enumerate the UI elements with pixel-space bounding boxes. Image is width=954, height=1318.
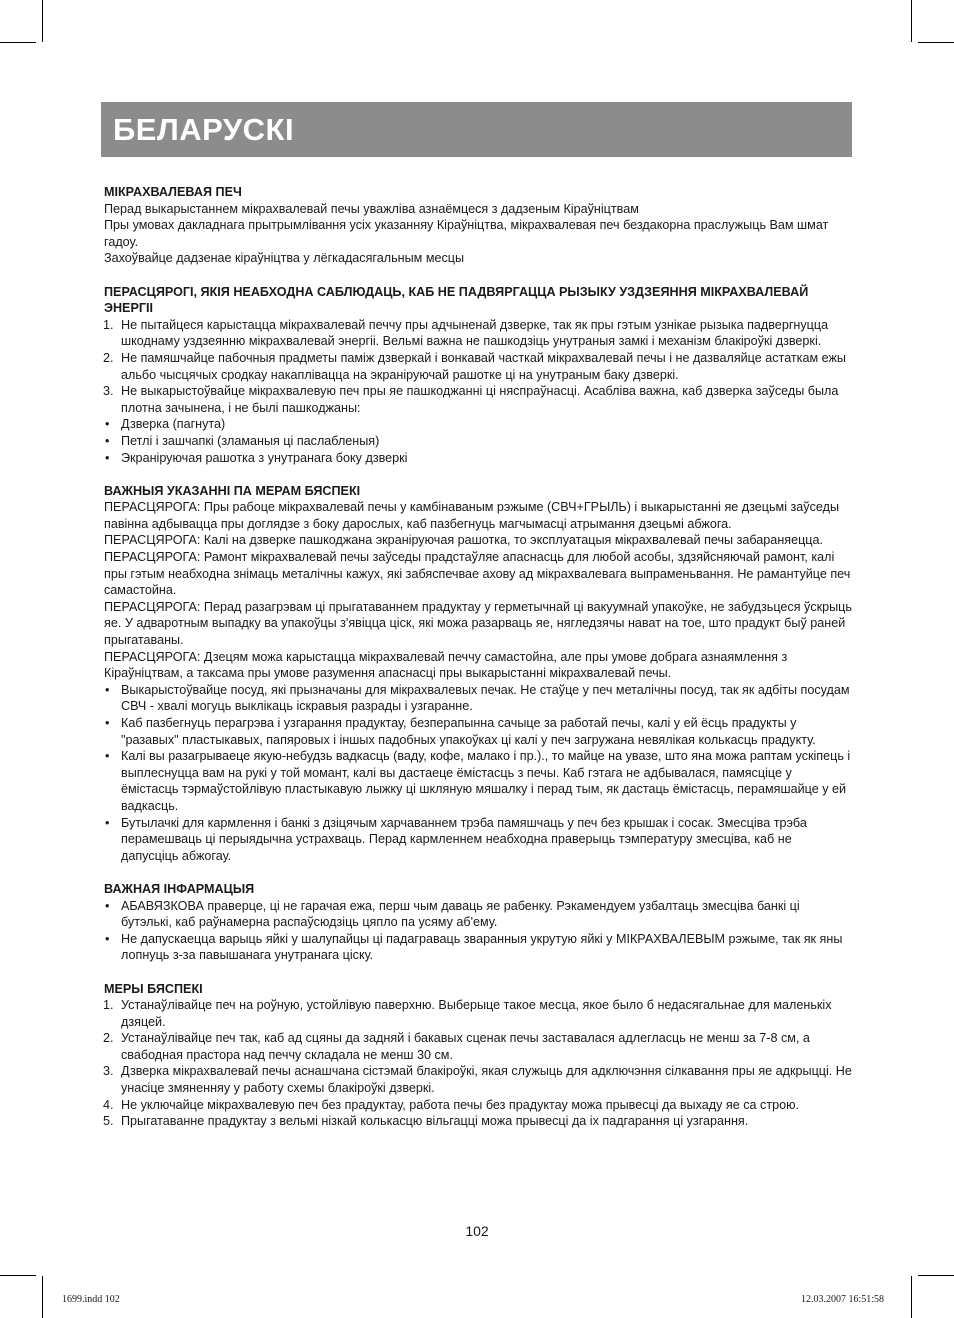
numbered-list [104,317,852,417]
section-title: МІКРАХВАЛЕВАЯ ПЕЧ [104,185,242,199]
list-item: 2. Устанаўлівайце печ так, каб ад сцяны да задняй і бакавых сценак печы заставалася адлегласць не менш за 7-8 см, а свабодная прастора над печчу складала не менш 30 см. [103,1031,810,1062]
language-header-bar [101,102,852,157]
list-item: 4. Не уключайце мікрахвалевую печ без прадуктау, работа печы без прадуктау можа прывесці да выхаду яе са строю. [103,1097,800,1112]
bullet-list [104,682,852,865]
file-slug: 1699.indd 102 [62,1294,120,1305]
list-item: • Дзверка (пагнута) [105,417,226,432]
list-item: • Каб пазбегнуць перагрэва і узгарання прадуктау, безперапынна сачыце за работай печы, калі у ей ёсць прадукты у "разавых" пластыкавых, папяровых і іншых падобных упакоўках ці калі у печ загружана невялікая колькасць прадукту. [105,716,816,747]
crop-mark [911,1276,912,1318]
list-item: 3. Дзверка мікрахвалевай печы аснашчана сістэмай блакіроўкі, якая служыць для адключэння сілкавання пры яе адкрыцці. Не унасіце змяненняу у работу схемы блакіроўкі дзверкі. [103,1064,852,1096]
section-title: ВАЖНАЯ ІНФАРМАЦЫЯ [104,881,255,896]
paragraph: ПЕРАСЦЯРОГА: Рамонт мікрахвалевай печы заўседы прадстаўляе апаснасць для любой асобы, здзяйсняючай рамонт, калі пры гэтым неабходна знімаць металічны кажух, які забяспечвае ахову ад мікрахвалевага выпраменьвання. Не рамантуйце печ самастойна. [104,550,851,598]
paragraph: Перад выкарыстаннем мікрахвалевай печы уважліва азнаёмцеся з дадзеным Кіраўніцтвам [104,201,639,216]
list-item: 1. Устанаўлівайце печ на роўную, устойлівую паверхню. Выберыце такое месца, якое было б недасягальнае для маленькіх дзяцей. [103,998,832,1029]
crop-mark [42,0,43,42]
section-title: ВАЖНЫЯ УКАЗАННІ ПА МЕРАМ БЯСПЕКІ [104,483,361,498]
list-item: • Петлі і зашчапкі (зламаныя ці паслабленыя) [105,433,380,448]
page-number: 102 [465,1223,489,1239]
crop-mark [0,1275,36,1276]
bullet-list [104,898,852,964]
document-body [104,184,852,1130]
paragraph: ПЕРАСЦЯРОГА: Перад разагрэвам ці прыгатаваннем прадуктау у герметычнай ці вакуумнай упакоўке, не забудзьцеся ўскрыць яе. У адваротным выпадку ва упакоўцы з'явіцца ціск, які можа разарваць яе, нягледзячы нават на тое, што прадукт быў раней прыгатаваны. [104,599,852,648]
bullet-list [104,416,852,466]
paragraph: ПЕРАСЦЯРОГА: Пры рабоце мікрахвалевай печы у камбінаваным рэжыме (СВЧ+ГРЫЛЬ) і выкарыстанні яе дзецьмі заўседы павінна адбывацца пры доглядзе з боку дарослых, каб пазбегнуць магчымасці атрымання дзецьмі абжога. [104,500,839,531]
section-title: МЕРЫ БЯСПЕКІ [104,981,203,996]
list-item: • Не дапускаецца варыць яйкі у шалупайцы ці падаграваць зваранныя укрутую яйкі у МІКРАХВАЛЕВЫМ рэжыме, так як яны лопнуць з-за павышанага унутранага ціску. [105,931,843,963]
crop-mark [42,1276,43,1318]
section-title: ПЕРАСЦЯРОГІ, ЯКІЯ НЕАБХОДНА САБЛЮДАЦЬ, КАБ НЕ ПАДВЯРГАЦЦА РЫЗЫКУ УЗДЗЕЯННЯ МІКРАХВАЛЕВАЙ ЭНЕРГІІ [104,284,809,316]
paragraph: ПЕРАСЦЯРОГА: Калі на дзверке пашкоджана экраніруючая рашотка, то эксплуатацыя мікрахвалевай печы забараняецца. [104,533,824,548]
list-item: • Калі вы разагрываеце якую-небудзь вадкасць (ваду, кофе, малако і пр.)., то майце на увазе, што яна можа раптам ускіпець і выплеснуцца вам на рукі у той момант, калі вы дастаеце ёмістасць з печы. Каб гэтага не адбывалася, памясціце у ёмістасць тэрмаўстойлівую пластыкавую лыжку ці шкляную мяшалку і перад тым, як дастаць ёмістасць, перамяшайце у ей вадкасць. [105,749,851,813]
crop-mark [0,42,36,43]
paragraph: Захоўвайце дадзенае кіраўніцтва у лёгкадасягальным месцы [104,251,465,266]
paragraph: ПЕРАСЦЯРОГА: Дзецям можа карыстацца мікрахвалевай печчу самастойна, але пры умове добрага азнаямлення з Кіраўніцтвам, а таксама пры умове разумення апаснасці пры выкарыстанні мікрахвалевай печы. [104,649,788,681]
list-item: 1. Не пытайцеся карыстацца мікрахвалевай печчу пры адчыненай дзверке, так як пры гэтым узнікае рызыка падвергнуцца шкоднаму уздзеянню мікрахвалевай энергіі. Вельмі важна не пашкодзіць унутраныя замкі і механізм блакіроўкі дзверкі. [103,317,829,349]
numbered-list [104,997,852,1130]
crop-mark [918,1275,954,1276]
crop-mark [918,42,954,43]
list-item: 5. Прыгатаванне прадуктау з вельмі нізкай колькасцю вільгацці можа прывесці да іх падгарання ці узгарання. [103,1114,749,1129]
list-item: 2. Не памяшчайце пабочныя прадметы паміж дзверкай і вонкавай часткай мікрахвалевай печы і не дазваляйце астаткам ежы альбо чысцячых сродкау накапліваццa на экраніруючай рашотке ці на унутраным баку дзверкі. [103,350,846,382]
list-item: • Экраніруючая рашотка з унутранага боку дзверкі [105,450,408,465]
list-item: • Выкарыстоўвайце посуд, які прызначаны для мікрахвалевых печак. Не стаўце у печ металічны посуд, так як адбіты посудам СВЧ - хвалі могуць выклікаць іскравыя разрады і узгаранне. [105,682,850,714]
list-item: • Бутылачкі для кармлення і банкі з дзіцячым харчаваннем трэба памяшчаць у печ без крышак і сосак. Змесціва трэба перамешваць ці перыядычна устрахваць. Перад кармленнем неабходна праверыць тэмпературу змесціва, каб не дапусціць абжогау. [105,815,807,863]
page-title: БЕЛАРУСКІ [113,112,295,147]
crop-mark [911,0,912,42]
list-item: 3. Не выкарыстоўвайце мікрахвалевую печ пры яе пашкоджанні ці няспраўнасці. Асабліва важна, каб дзверка заўседы была плотна зачынена, і не былі пашкоджаны: [103,384,839,415]
paragraph: Пры умовах дакладнага прытрымлівання усіх указанняу Кіраўніцтва, мікрахвалевая печ бездакорна праслужыць Вам шмат гадоу. [104,218,829,249]
list-item: • АБАВЯЗКОВА праверце, ці не гарачая ежа, перш чым даваць яе рабенку. Рэкамендуем узбалтаць змесціва банкі ці бутэлькі, каб раўнамерна распаўсюдзіць цяпло па усяму аб'ему. [105,898,800,930]
timestamp-slug: 12.03.2007 16:51:58 [800,1294,884,1305]
